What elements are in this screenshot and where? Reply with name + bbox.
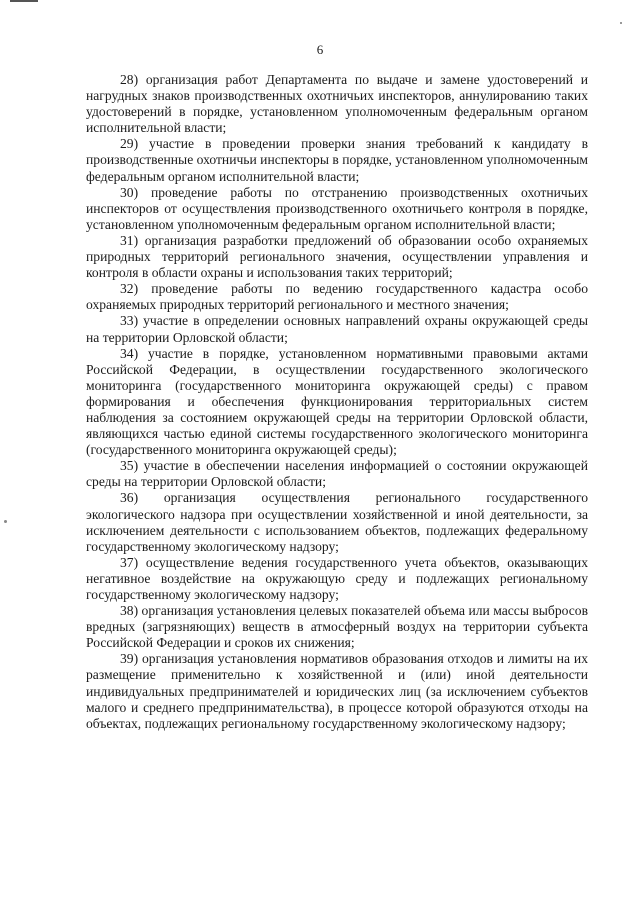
list-item-34: 34) участие в порядке, установленном нормативными правовыми актами Российской Федерации, в осуществлении государственного экологического мониторинга (государственного мониторинга окружающей среды) с правом формирования и обеспечения функционирования территориальных систем наблюдения за состоянием окружающей среды на территории Орловской области, являющихся частью единой системы государственного экологического мониторинга (государственного мониторинга окружающей среды); xyxy=(86,345,588,458)
list-item-32: 32) проведение работы по ведению государственного кадастра особо охраняемых природных территорий регионального и местного значения; xyxy=(86,281,588,313)
list-item-35: 35) участие в обеспечении населения информацией о состоянии окружающей среды на территории Орловской области; xyxy=(86,458,588,490)
list-item-29: 29) участие в проведении проверки знания требований к кандидату в производственные охотничьи инспекторы в порядке, установленном уполномоченным федеральным органом исполнительной власти; xyxy=(86,136,589,184)
scan-artifact xyxy=(620,22,622,24)
list-item-31: 31) организация разработки предложений об образовании особо охраняемых природных территорий регионального значения, осуществлении управления и контроля в области охраны и использования таких территорий; xyxy=(86,232,588,281)
scan-artifact xyxy=(10,0,38,2)
list-item-33: 33) участие в определении основных направлений охраны окружающей среды на территории Орловской области; xyxy=(86,313,588,345)
page-number: 6 xyxy=(316,42,324,57)
list-item-38: 38) организация установления целевых показателей объема или массы выбросов вредных (загрязняющих) веществ в атмосферный воздух на территории субъекта Российской Федерации и сроков их снижения; xyxy=(86,603,588,651)
list-item-36: 36) организация осуществления регионального государственного экологического надзора при осуществлении хозяйственной и иной деятельности, за исключением деятельности с использованием объектов, подлежащих федеральному государственному экологическому надзору; xyxy=(86,490,588,554)
scan-artifact xyxy=(4,520,7,523)
document-body xyxy=(86,72,588,732)
list-item-37: 37) осуществление ведения государственного учета объектов, оказывающих негативное воздействие на окружающую среду и подлежащих региональному государственному экологическому надзору; xyxy=(86,554,588,602)
list-item-30: 30) проведение работы по отстранению производственных охотничьих инспекторов от осуществления производственного охотничьего контроля в порядке, установленном уполномоченным федеральным органом исполнительной власти; xyxy=(86,184,588,232)
list-item-39: 39) организация установления нормативов образования отходов и лимиты на их размещение применительно к хозяйственной и (или) иной деятельности индивидуальных предпринимателей и юридических лиц (за исключением субъектов малого и среднего предпринимательства), в процессе которой образуются отходы на объектах, подлежащих региональному государственному экологическому надзору; xyxy=(86,651,588,731)
list-item-28: 28) организация работ Департамента по выдаче и замене удостоверений и нагрудных знаков производственных охотничьих инспекторов, аннулированию таких удостоверений в порядке, установленном уполномоченным федеральным органом исполнительной власти; xyxy=(86,72,588,136)
